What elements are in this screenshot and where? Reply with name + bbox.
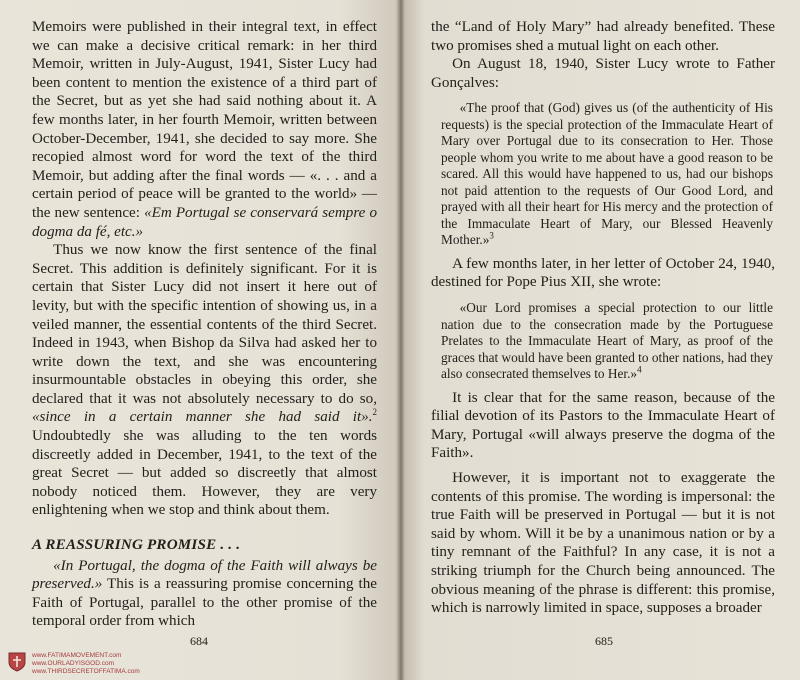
right-paragraph-2: On August 18, 1940, Sister Lucy wrote to Father Gonçalves: <box>431 56 775 91</box>
left-page-number: 684 <box>190 634 208 648</box>
book-gutter <box>396 0 405 680</box>
block-quote-2: «Our Lord promises a special protection to our little nation due to the consecration made by the Portuguese Prelates to the Immaculate Heart of Mary, as proof of the graces that would have been granted to other nations, had they also consecrated themselves to Her.»$^4$ <box>441 300 773 382</box>
right-page <box>401 0 800 680</box>
footnote-ref-3[interactable]: 3 <box>489 230 494 241</box>
right-page-number: 685 <box>595 634 613 648</box>
watermark-line-2[interactable]: www.OURLADYISGOD.com <box>32 660 114 667</box>
right-page-text <box>431 18 775 618</box>
watermark-line-1[interactable]: www.FATIMAMOVEMENT.com <box>32 652 122 659</box>
left-paragraph-4: «In Portugal, the dogma of the Faith will always be preserved.» This is a reassuring promise concerning the Faith of Portugal, parallel to the other promise of the temporal order from which <box>32 557 377 630</box>
portuguese-sentence: «Em Portugal se conservará sempre o dogma da fé, etc.» <box>32 204 377 240</box>
right-paragraph-5: However, it is important not to exaggerate the contents of this promise. The wording is impersonal: the true Faith will be preserved in Portugal — but it is not said by whom. Will it be by a unanimous nation or by a tiny remnant of the Faithful? In any case, it is not a striking triumph for the Church being announced. The obvious meaning of the phrase is different: this promise, which is narrowly limited in space, supposes a broader <box>431 469 775 617</box>
left-paragraph-2: Thus we now know the first sentence of the final Secret. This addition is definitely significant. For it is certain that Sister Lucy did not insert it here out of levity, but with the specific intention of showing us, in a veiled manner, the essential contents of the third Secret. Indeed in 1943, when Bishop da Silva had asked her to write down the text, and she was encountering insurmountable obstacles in obeying this order, she declared that it was not absolutely necessary to do so, «since in a certain manner she had said it».$^2$ Undoubtedly she was alluding to the ten words discreetly added in December, 1941, to the text of the great Secret — but added so discreetly that almost nobody noticed them. However, they are very enlightening when we stop and think about them. <box>32 242 377 519</box>
right-paragraph-4: It is clear that for the same reason, because of the filial devotion of its Pastors to the Immaculate Heart of Mary, Portugal «will always preserve the dogma of the Faith». <box>431 389 775 462</box>
left-page <box>0 0 399 680</box>
watermark-line-3[interactable]: www.THIRDSECRETOFFATIMA.com <box>32 668 140 675</box>
left-page-text <box>32 18 377 631</box>
footnote-ref-4[interactable]: 4 <box>637 364 642 375</box>
website-watermark <box>8 652 140 676</box>
right-paragraph-3: A few months later, in her letter of October 24, 1940, destined for Pope Pius XII, she wrote: <box>431 255 775 291</box>
left-paragraph-1: Memoirs were published in their integral text, in effect we can make a decisive critical remark: in her third Memoir, written in July-August, 1941, Sister Lucy had been content to mention the existence of a third part of the Secret, but as yet she had said nothing about it. A few months later, in her fourth Memoir, written between October-December, 1941, she decided to say more. She recopied almost word for word the text of the third Memoir, but adding after the final words — «. . . and a certain period of peace will be granted to the world» — the new sentence: «Em Portugal se conservará sempre o dogma da fé, etc.» <box>32 19 377 240</box>
block-quote-1: «The proof that (God) gives us (of the authenticity of His requests) is the special protection of the Immaculate Heart of Mary over Portugal due to its consecration to Her. Those people whom you write to me about have a good reason to be scared. All this would have happened to us, had our bishops not paid attention to the requests of Our Good Lord, and prayed with all their heart for His mercy and the protection of the Immaculate Heart of Mary, our Blessed Heavenly Mother.»$^3$ <box>441 100 773 248</box>
right-paragraph-1: the “Land of Holy Mary” had already benefited. These two promises shed a mutual light on each other. <box>431 19 775 54</box>
shield-icon <box>8 652 26 672</box>
footnote-ref-2[interactable]: 2 <box>372 407 377 418</box>
section-heading: A REASSURING PROMISE . . . <box>32 537 241 554</box>
